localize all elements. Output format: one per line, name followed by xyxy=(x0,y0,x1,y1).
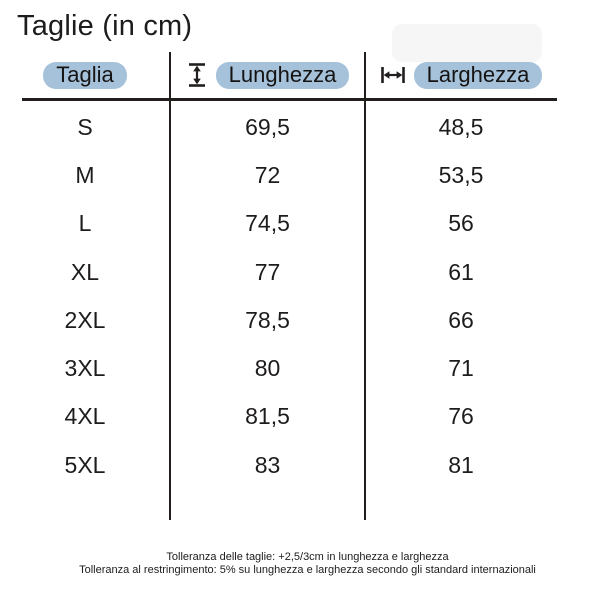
tolerance-line-1: Tolleranza delle taglie: +2,5/3cm in lunghezza e larghezza xyxy=(166,551,449,563)
width-cell: 81 xyxy=(448,451,474,478)
table-row xyxy=(22,393,557,441)
length-cell: 78,5 xyxy=(245,306,290,333)
width-cell: 61 xyxy=(448,258,474,285)
tolerance-notes xyxy=(0,551,615,577)
header-underline xyxy=(22,98,557,101)
size-cell: L xyxy=(78,210,92,237)
width-cell: 56 xyxy=(448,210,474,237)
length-cell: 83 xyxy=(254,451,281,478)
table-row xyxy=(22,441,557,489)
size-cell: 2XL xyxy=(64,306,106,333)
table-rows xyxy=(22,103,557,489)
table-row xyxy=(22,248,557,296)
width-cell: 48,5 xyxy=(438,113,484,140)
length-cell: 69,5 xyxy=(245,113,290,140)
header-cell-larghezza xyxy=(365,52,557,98)
width-cell: 71 xyxy=(448,355,474,382)
size-cell: M xyxy=(75,161,95,188)
length-cell: 80 xyxy=(254,355,281,382)
tolerance-line-2: Tolleranza al restringimento: 5% su lunghezza e larghezza secondo gli standard internazionali xyxy=(79,564,536,576)
length-cell: 77 xyxy=(254,258,281,285)
vertical-double-arrow-icon xyxy=(186,62,208,88)
size-cell: S xyxy=(77,113,93,140)
size-cell: 5XL xyxy=(64,451,106,478)
table-row xyxy=(22,151,557,199)
size-cell: 4XL xyxy=(64,403,106,430)
page-title: Taglie (in cm) xyxy=(17,10,193,42)
header-cell-taglia xyxy=(11,52,159,98)
table-row xyxy=(22,200,557,248)
horizontal-double-arrow-icon xyxy=(380,65,406,85)
size-cell: 3XL xyxy=(64,355,106,382)
width-cell: 76 xyxy=(448,403,474,430)
lunghezza-header-label: Lunghezza xyxy=(216,62,350,89)
table-row xyxy=(22,296,557,344)
length-cell: 72 xyxy=(254,161,281,188)
table-row xyxy=(22,103,557,151)
header-cell-lunghezza xyxy=(170,52,365,98)
table-header-row xyxy=(22,52,557,98)
size-cell: XL xyxy=(70,258,100,285)
taglia-header-label: Taglia xyxy=(43,62,126,89)
larghezza-header-label: Larghezza xyxy=(414,62,543,89)
length-cell: 81,5 xyxy=(245,403,290,430)
length-cell: 74,5 xyxy=(245,210,290,237)
width-cell: 53,5 xyxy=(438,161,484,188)
table-row xyxy=(22,344,557,392)
size-table xyxy=(22,52,557,520)
width-cell: 66 xyxy=(448,306,474,333)
